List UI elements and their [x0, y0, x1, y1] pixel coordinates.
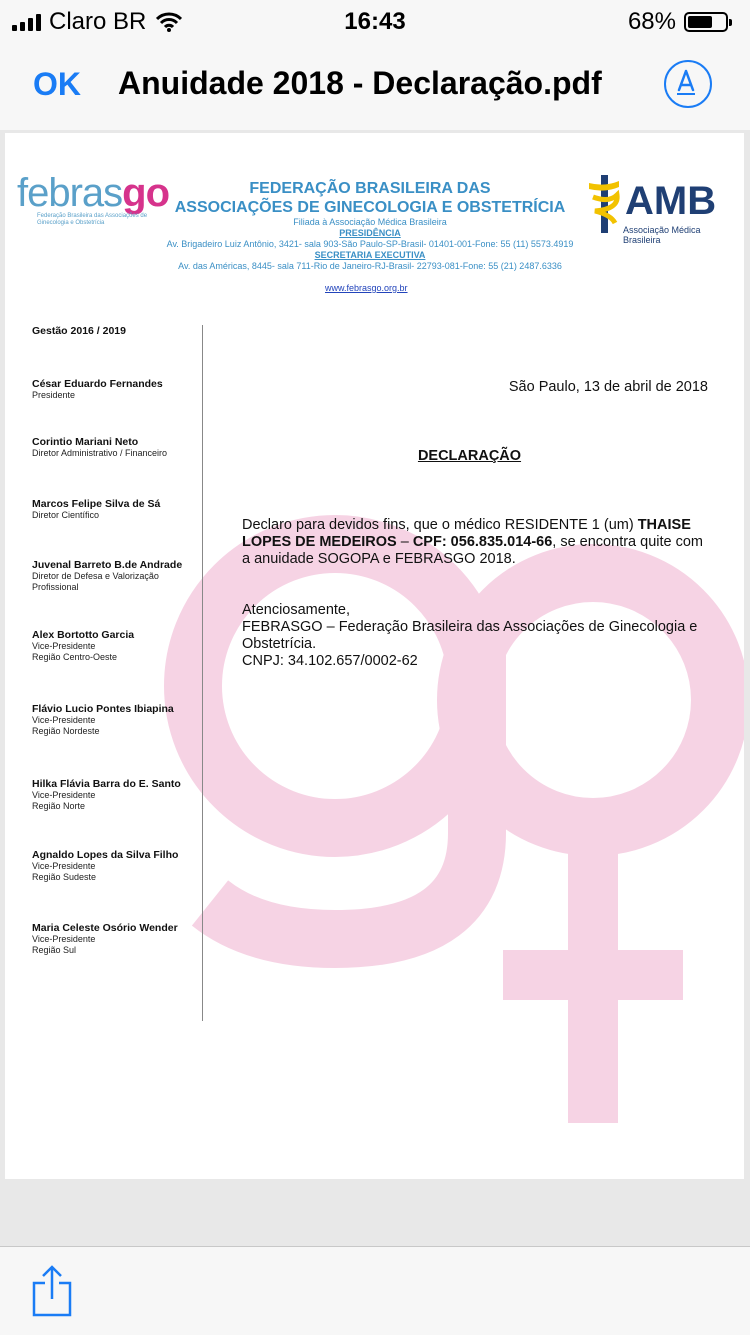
member-name: César Eduardo Fernandes [32, 378, 163, 390]
navigation-bar [0, 40, 750, 130]
board-member [32, 922, 202, 956]
letterhead-title-line1: FEDERAÇÃO BRASILEIRA DAS [249, 180, 491, 197]
caduceus-icon [585, 173, 625, 235]
closing-salutation: Atenciosamente, [242, 602, 351, 618]
closing-block [242, 602, 712, 670]
status-right [628, 8, 728, 36]
amb-tagline: Associação Médica Brasileira [623, 225, 701, 245]
member-role: Vice-Presidente [32, 861, 96, 871]
febrasgo-logo [17, 171, 170, 227]
presidency-address: Av. Brigadeiro Luiz Antônio, 3421- sala 903-São Paulo-SP-Brasil- 01401-001-Fone: 55 (11) 5573.4919 [166, 239, 574, 249]
member-name: Maria Celeste Osório Wender [32, 922, 178, 934]
board-member [32, 849, 202, 883]
doctor-name: THAISE LOPES DE MEDEIROS [242, 517, 691, 550]
member-name: Marcos Felipe Silva de Sá [32, 498, 161, 510]
organization-line: FEBRASGO – Federação Brasileira das Associações de Ginecologia e Obstetrícia. [242, 619, 698, 652]
term-label: Gestão 2016 / 2019 [32, 325, 126, 337]
status-bar [0, 0, 750, 40]
board-member [32, 778, 202, 812]
markup-pen-icon[interactable] [664, 60, 712, 108]
battery-percent: 68% [627, 8, 676, 35]
battery-icon [684, 12, 728, 32]
member-name: Hilka Flávia Barra do E. Santo [32, 778, 181, 790]
presidency-label: PRESIDÊNCIA [339, 228, 401, 238]
doctor-cpf: CPF: 056.835.014-66 [412, 534, 553, 550]
document-title: Anuidade 2018 - Declaração.pdf [118, 65, 602, 101]
secretariat-address: Av. das Américas, 8445- sala 711-Rio de Janeiro-RJ-Brasil- 22793-081-Fone: 55 (21) 2487.6336 [178, 261, 562, 271]
member-region: Região Sudeste [32, 872, 97, 882]
member-region: Região Norte [32, 801, 86, 811]
member-role: Vice-Presidente [32, 934, 96, 944]
febrasgo-wordmark: febrasgo [17, 171, 170, 215]
member-role: Diretor Administrativo / Financeiro [32, 448, 168, 458]
pdf-page [5, 133, 744, 1179]
board-member [32, 498, 202, 521]
letterhead-title-line2: ASSOCIAÇÕES DE GINECOLOGIA E OBSTETRÍCIA [174, 199, 566, 216]
carrier-label: Claro BR [49, 8, 147, 35]
board-member [32, 559, 202, 593]
member-role: Vice-Presidente [32, 715, 96, 725]
member-role: Diretor de Defesa e Valorização Profissional [32, 571, 159, 592]
clock: 16:43 [344, 8, 406, 35]
member-name: Alex Bortotto Garcia [32, 629, 135, 641]
para-dash: – [396, 534, 413, 550]
member-role: Vice-Presidente [32, 790, 96, 800]
febrasgo-logo-tagline: Federação Brasileira das Associações de Ginecologia e Obstetrícia [37, 213, 148, 226]
member-role: Presidente [32, 390, 76, 400]
declaration-heading: DECLARAÇÃO [417, 448, 522, 464]
affiliation-text: Filiada à Associação Médica Brasileira [293, 217, 447, 227]
member-role: Vice-Presidente [32, 641, 96, 651]
secretariat-label: SECRETARIA EXECUTIVA [314, 250, 426, 260]
board-member [32, 436, 202, 459]
share-icon[interactable] [32, 1265, 72, 1317]
bottom-toolbar [0, 1246, 750, 1335]
board-member [32, 703, 202, 737]
board-member [32, 629, 202, 663]
member-name: Juvenal Barreto B.de Andrade [32, 559, 183, 571]
cnpj-line: CNPJ: 34.102.657/0002-62 [242, 653, 418, 669]
sidebar-divider [202, 325, 203, 1021]
letter-date: São Paulo, 13 de abril de 2018 [508, 379, 708, 395]
declaration-paragraph [242, 517, 712, 568]
member-region: Região Centro-Oeste [32, 652, 118, 662]
letterhead [155, 179, 585, 272]
para-suffix: , se encontra quite com a anuidade SOGOPA e FEBRASGO 2018. [242, 534, 704, 567]
member-name: Agnaldo Lopes da Silva Filho [32, 849, 179, 861]
website-link[interactable]: www.febrasgo.org.br [325, 283, 408, 293]
ok-button[interactable]: OK [33, 66, 81, 102]
member-name: Flávio Lucio Pontes Ibiapina [32, 703, 174, 715]
member-region: Região Nordeste [32, 726, 100, 736]
amb-wordmark: AMB [625, 179, 717, 223]
board-member [32, 378, 202, 401]
member-role: Diretor Científico [32, 510, 100, 520]
para-prefix: Declaro para devidos fins, que o médico RESIDENTE 1 (um) [242, 517, 638, 533]
member-name: Corintio Mariani Neto [32, 436, 139, 448]
member-region: Região Sul [32, 945, 77, 955]
amb-logo [585, 173, 725, 245]
